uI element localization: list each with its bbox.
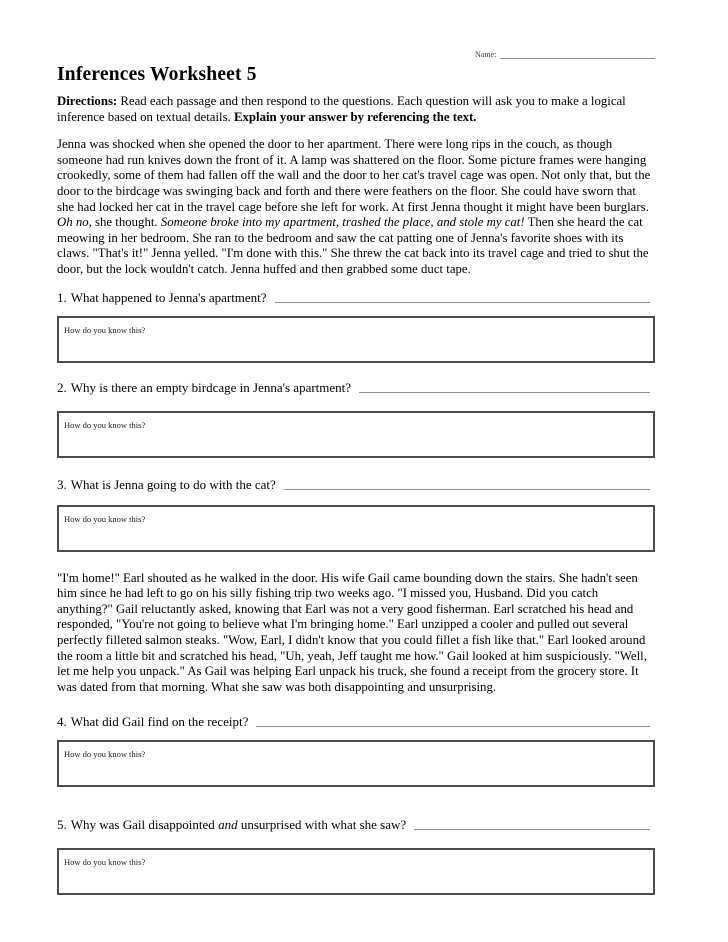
- answer-box-label: How do you know this?: [64, 749, 146, 760]
- question-text: unsurprised with what she saw?: [237, 817, 407, 833]
- passage-1-text: Then she heard the cat meowing in her bedroom. She ran to the bedroom and saw the cat patting one of Jenna's favorite shoes with its claws. "That's it!" Jenna yelled. "I'm done with this." She threw the cat back into its travel cage and tried to shut the door, but the lock wouldn't catch. Jenna huffed and then grabbed some duct tape.: [57, 215, 649, 276]
- passage-2: [57, 571, 655, 696]
- question-number: 3.: [57, 476, 67, 492]
- question-block-4: [57, 715, 655, 787]
- page-title: Inferences Worksheet 5: [57, 64, 257, 85]
- question-2: [57, 381, 655, 395]
- answer-line-3[interactable]: [284, 478, 650, 490]
- question-number: 4.: [57, 714, 67, 730]
- passage-1-text: she thought.: [91, 215, 161, 230]
- name-input-line[interactable]: [500, 50, 655, 59]
- answer-box-5[interactable]: [57, 848, 655, 895]
- answer-line-5[interactable]: [414, 818, 650, 830]
- question-1-text: [57, 291, 267, 305]
- directions-label: Directions:: [57, 94, 118, 108]
- question-number: 5.: [57, 817, 67, 833]
- question-number: 2.: [57, 379, 67, 395]
- passage-1: [57, 137, 655, 277]
- name-row: [475, 48, 655, 59]
- answer-box-4[interactable]: [57, 740, 655, 787]
- question-text: Why is there an empty birdcage in Jenna's apartment?: [70, 379, 352, 395]
- passage-1-italic-thought: Oh no,: [57, 215, 92, 230]
- question-block-3: [57, 478, 655, 552]
- question-1: [57, 291, 655, 305]
- answer-box-3[interactable]: [57, 505, 655, 552]
- question-3-text: [57, 478, 276, 492]
- question-2-text: [57, 381, 351, 395]
- question-text: What is Jenna going to do with the cat?: [70, 476, 276, 492]
- answer-box-1[interactable]: [57, 316, 655, 363]
- passage-2-text: "I'm home!" Earl shouted as he walked in the door. His wife Gail came bounding down the stairs. She hadn't seen him since he had left to go on his silly fishing trip two weeks ago. "I missed you, Husband. Did you catch anything?" Gail reluctantly asked, knowing that Earl was not a very good fisherman. Earl scratched his head and responded, "You're not going to believe what I'm bringing home." Earl unzipped a cooler and pulled out several perfectly filleted salmon steaks. "Wow, Earl, I didn't know that you could fillet a fish like that." Earl looked around the room a little bit and scratched his head, "Uh, yeah, Jeff taught me how." Gail looked at him suspiciously. "Well, let me help you unpack." As Gail was helping Earl unpack his truck, she found a receipt from the grocery store. It was dated from that morning. What she saw was both disappointing and unsurprising.: [57, 570, 647, 694]
- question-block-2: [57, 381, 655, 458]
- answer-box-2[interactable]: [57, 411, 655, 458]
- name-label: Name:: [475, 50, 497, 59]
- answer-box-label: How do you know this?: [64, 857, 146, 868]
- question-text: What did Gail find on the receipt?: [70, 714, 249, 730]
- question-5: [57, 818, 655, 832]
- answer-line-4[interactable]: [256, 715, 650, 727]
- question-5-text: [57, 818, 406, 832]
- directions-emphasis: Explain your answer by referencing the text.: [233, 109, 477, 124]
- question-text-italic: and: [218, 817, 238, 833]
- question-number: 1.: [57, 289, 67, 305]
- directions: [57, 94, 655, 125]
- answer-line-1[interactable]: [275, 291, 650, 303]
- passage-1-italic-thought: Someone broke into my apartment, trashed the place, and stole my cat!: [160, 215, 525, 230]
- answer-box-label: How do you know this?: [64, 419, 146, 430]
- question-4-text: [57, 715, 248, 729]
- answer-box-label: How do you know this?: [64, 324, 146, 335]
- question-text: Why was Gail disappointed: [70, 817, 219, 833]
- directions-body: Read each passage and then respond to the questions. Each question will ask you to make a logical inference based on textual details.: [57, 94, 626, 124]
- passage-1-text: Jenna was shocked when she opened the door to her apartment. There were long rips in the couch, as though someone had run knives down the front of it. A lamp was shattered on the floor. Some picture frames were hanging crookedly, some of them had fallen off the wall and the door to her cat's travel cage was open. Not only that, but the door to the birdcage was swinging back and forth and there were feathers on the floor. She could have sworn that she had locked her cat in the travel cage before she left for work. At first Jenna thought it might have been burglars.: [57, 137, 651, 214]
- answer-box-label: How do you know this?: [64, 513, 146, 524]
- question-text: What happened to Jenna's apartment?: [70, 289, 267, 305]
- question-block-1: [57, 291, 655, 363]
- answer-line-2[interactable]: [359, 381, 650, 393]
- question-block-5: [57, 818, 655, 895]
- question-3: [57, 478, 655, 492]
- question-4: [57, 715, 655, 729]
